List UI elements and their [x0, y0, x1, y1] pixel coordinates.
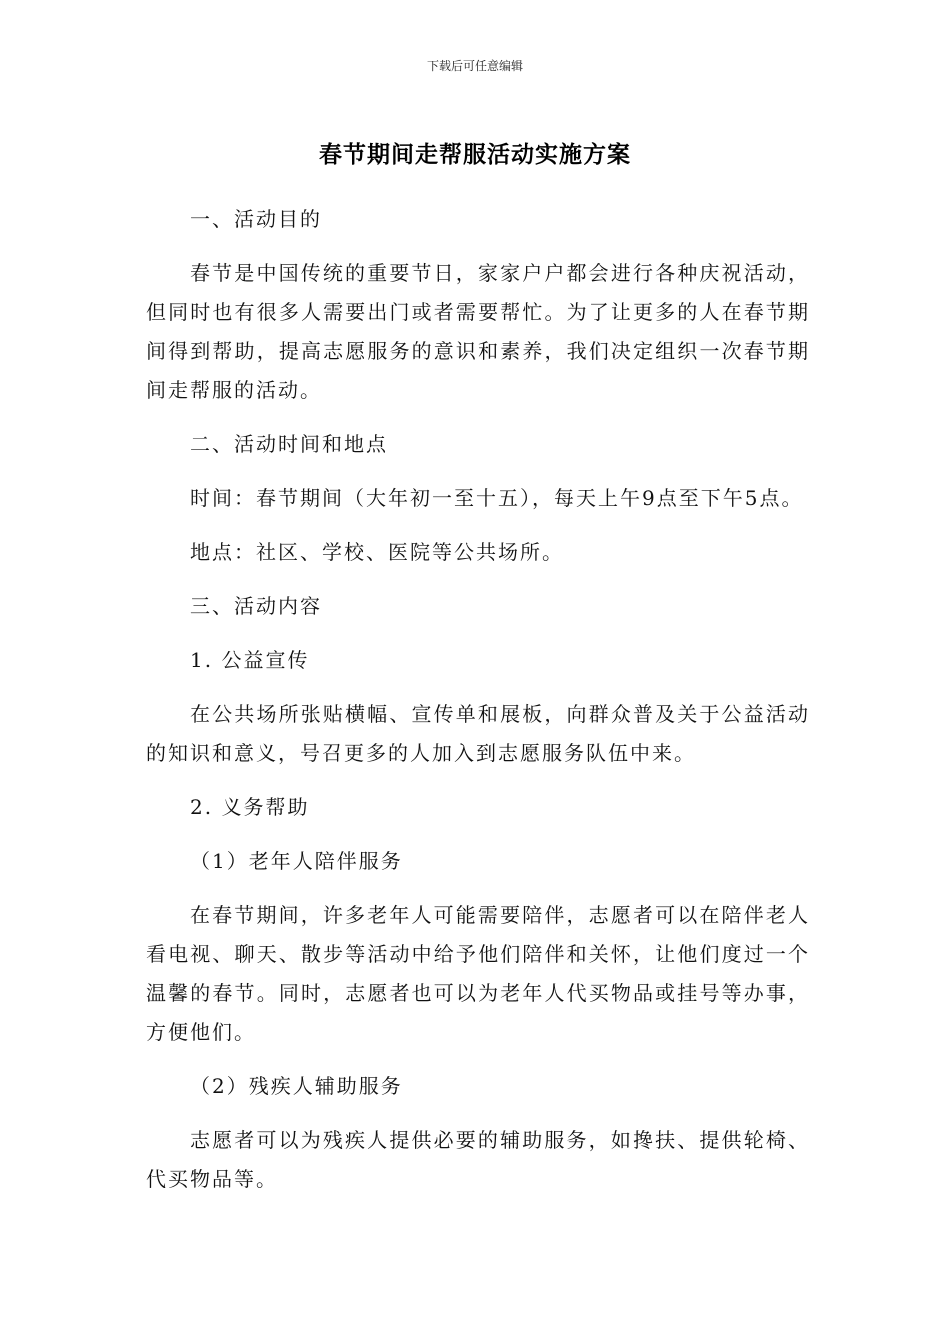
- paragraph-publicity: 在公共场所张贴横幅、宣传单和展板，向群众普及关于公益活动的知识和意义，号召更多的人加入到志愿服务队伍中来。: [146, 702, 810, 765]
- subheading-elderly-service: （1）老年人陪伴服务: [190, 849, 403, 873]
- document-title: 春节期间走帮服活动实施方案: [319, 142, 631, 168]
- paragraph-disabled-service: 志愿者可以为残疾人提供必要的辅助服务，如搀扶、提供轮椅、代买物品等。: [146, 1128, 810, 1191]
- paragraph-elderly-service: 在春节期间，许多老年人可能需要陪伴，志愿者可以在陪伴老人看电视、聊天、散步等活动中给予他们陪伴和关怀，让他们度过一个温馨的春节。同时，志愿者也可以为老年人代买物品或挂号等办事，方便他们。: [146, 903, 810, 1044]
- document-body: [146, 200, 810, 1214]
- section-heading-time-place: 二、活动时间和地点: [190, 432, 388, 456]
- subheading-volunteer-help: 2. 义务帮助: [190, 795, 310, 819]
- subheading-publicity: 1. 公益宣传: [190, 648, 310, 672]
- subheading-disabled-service: （2）残疾人辅助服务: [190, 1074, 403, 1098]
- paragraph-purpose: 春节是中国传统的重要节日，家家户户都会进行各种庆祝活动，但同时也有很多人需要出门或者需要帮忙。为了让更多的人在春节期间得到帮助，提高志愿服务的意识和素养，我们决定组织一次春节期间走帮服的活动。: [146, 261, 810, 402]
- section-heading-content: 三、活动内容: [190, 594, 322, 618]
- page-header-note: 下载后可任意编辑: [426, 59, 523, 73]
- paragraph-time: 时间：春节期间（大年初一至十五），每天上午9点至下午5点。: [190, 486, 804, 510]
- paragraph-place: 地点：社区、学校、医院等公共场所。: [190, 540, 564, 564]
- section-heading-purpose: 一、活动目的: [190, 207, 322, 231]
